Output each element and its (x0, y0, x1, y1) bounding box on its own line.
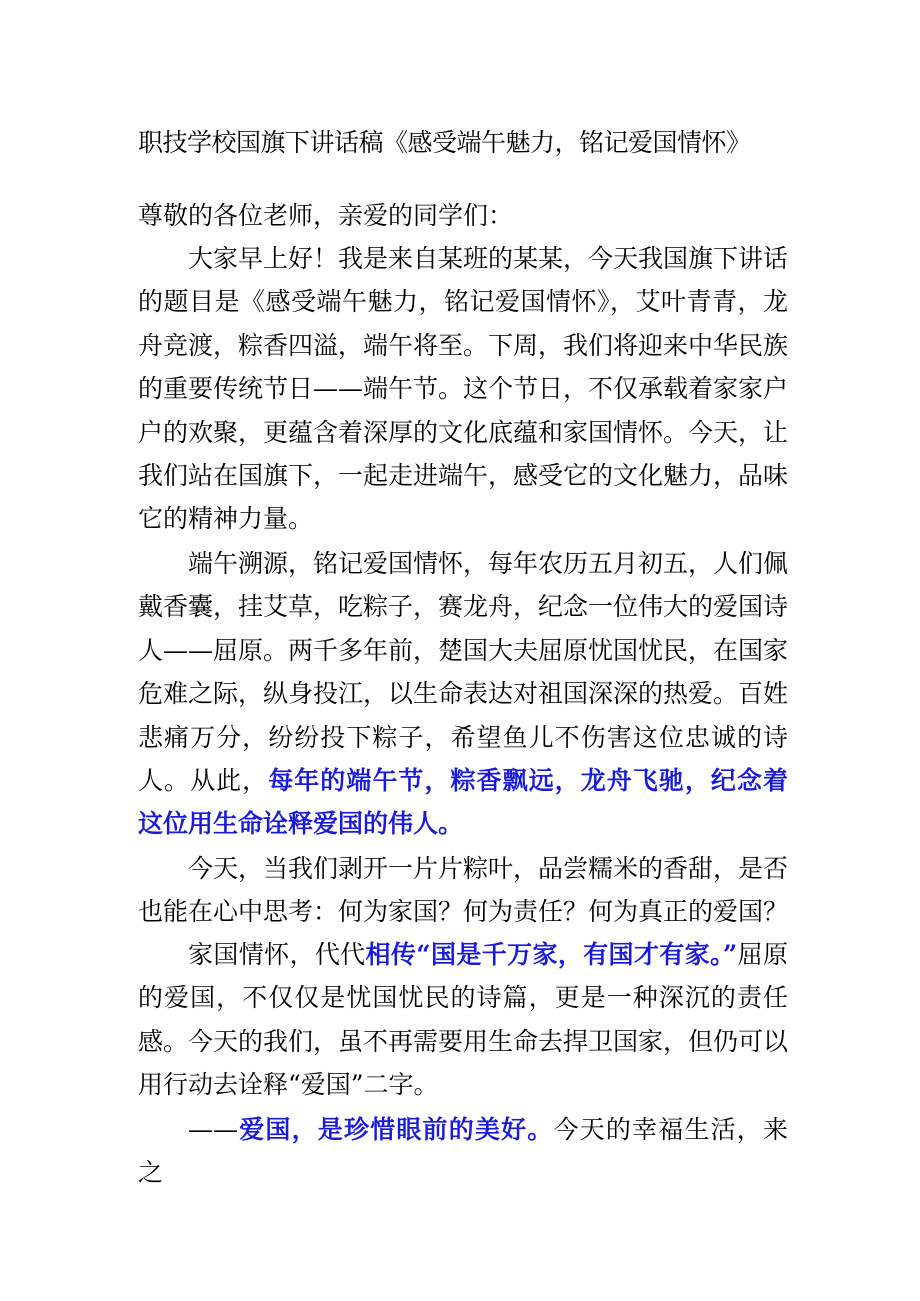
greeting (138, 194, 788, 237)
paragraph-5-highlight: 爱国，是珍惜眼前的美好。 (238, 1115, 554, 1144)
paragraph-4-text (138, 933, 788, 1107)
paragraph-2 (138, 542, 788, 846)
paragraph-5 (138, 1108, 788, 1195)
paragraph-4-plain-end: 屈原的爱国，不仅仅是忧国忧民的诗篇，更是一种深沉的责任感。今天的我们，虽不再需要用生命去捍卫国家，但仍可以用行动去诠释“爱国”二字。 (138, 940, 789, 1100)
greeting-text: 尊敬的各位老师，亲爱的同学们： (138, 201, 514, 230)
paragraph-4-highlight: 相传“国是千万家，有国才有家。” (365, 940, 738, 969)
paragraph-4 (138, 933, 788, 1107)
paragraph-5-plain: 今天的幸福生活，来之 (138, 1115, 788, 1188)
paragraph-2-highlight: 每年的端午节，粽香飘远，龙舟飞驰，纪念着这位用生命诠释爱国的伟人。 (138, 766, 788, 839)
paragraph-5-dash: —— (188, 1115, 238, 1144)
paragraph-2-plain: 端午溯源，铭记爱国情怀，每年农历五月初五，人们佩戴香囊，挂艾草，吃粽子，赛龙舟，纪念一位伟大的爱国诗人——屈原。两千多年前，楚国大夫屈原忧国忧民，在国家危难之际，纵身投江，以生命表达对祖国深深的热爱。百姓悲痛万分，纷纷投下粽子，希望鱼儿不伤害这位忠诚的诗人。从此， (138, 549, 789, 796)
paragraph-4-plain-start: 家国情怀，代代 (188, 940, 366, 969)
paragraph-5-text (138, 1108, 788, 1195)
paragraph-3-text: 今天，当我们剥开一片片粽叶，品尝糯米的香甜，是否也能在心中思考：何为家国？何为责任？何为真正的爱国？ (138, 854, 789, 927)
paragraph-1-text: 大家早上好！我是来自某班的某某，今天我国旗下讲话的题目是《感受端午魅力，铭记爱国情怀》，艾叶青青，龙舟竞渡，粽香四溢，端午将至。下周，我们将迎来中华民族的重要传统节日——端午节。这个节日，不仅承载着家家户户的欢聚，更蕴含着深厚的文化底蕴和家国情怀。今天，让我们站在国旗下，一起走进端午，感受它的文化魅力，品味它的精神力量。 (138, 244, 789, 534)
document-title: 职技学校国旗下讲话稿《感受端午魅力，铭记爱国情怀》 (138, 128, 751, 157)
paragraph-3 (138, 847, 788, 934)
paragraph-1 (138, 237, 788, 541)
paragraph-2-text (138, 542, 788, 846)
